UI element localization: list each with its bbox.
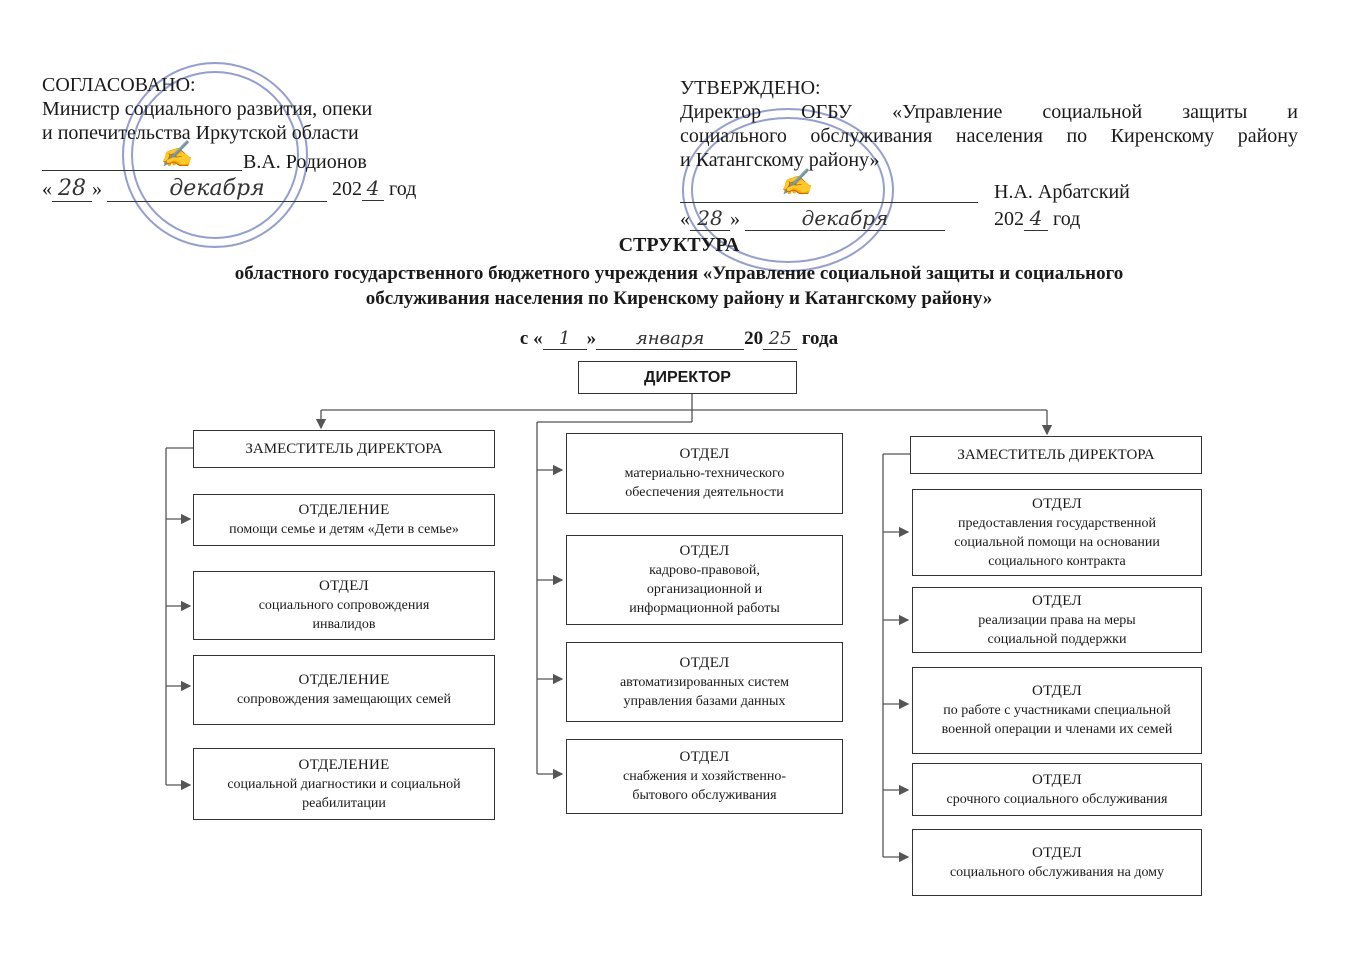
left-unit-box: ОТДЕЛЕНИЕ социальной диагностики и социальной реабилитации [193, 748, 495, 820]
handwritten-day-left: 28 [52, 177, 92, 202]
handwritten-date-day: 1 [543, 328, 587, 350]
document-title-line3: обслуживания населения по Киренскому району и Катангскому району» [365, 288, 993, 309]
approval-left-line1: Министр социального развития, опеки [42, 98, 373, 120]
right-unit-box: ОТДЕЛ по работе с участниками специальной военной операции и членами их семей [912, 667, 1202, 754]
approval-left-signer: В.А. Родионов [243, 151, 367, 173]
center-unit-box: ОТДЕЛ снабжения и хозяйственно-бытового обслуживания [566, 739, 843, 814]
handwritten-year-left: 4 [362, 176, 384, 201]
deputy-director-right-box: ЗАМЕСТИТЕЛЬ ДИРЕКТОРА [910, 436, 1202, 474]
right-unit-box: ОТДЕЛ социального обслуживания на дому [912, 829, 1202, 896]
left-unit-box: ОТДЕЛЕНИЕ помощи семье и детям «Дети в семье» [193, 494, 495, 546]
left-unit-box: ОТДЕЛ социального сопровождения инвалидов [193, 571, 495, 640]
handwritten-day-right: 28 [690, 206, 730, 231]
approval-right-line1: Директор ОГБУ «Управление социальной защиты и [680, 101, 1298, 123]
left-unit-box: ОТДЕЛЕНИЕ сопровождения замещающих семей [193, 655, 495, 725]
signature-left: ✍ [160, 140, 193, 170]
director-box: ДИРЕКТОР [578, 361, 797, 394]
handwritten-date-month: января [596, 328, 744, 350]
approval-right-year: 202 4 год [994, 206, 1081, 230]
right-unit-box: ОТДЕЛ предоставления государственной социальной помощи на основании социального контракта [912, 489, 1202, 576]
approval-left-date: « 28 » декабря 202 4 год [42, 176, 417, 201]
approval-right-heading: УТВЕРЖДЕНО: [680, 77, 821, 99]
document-title: СТРУКТУРА [618, 234, 740, 256]
center-unit-box: ОТДЕЛ кадрово-правовой, организационной и информационной работы [566, 535, 843, 625]
center-unit-box: ОТДЕЛ автоматизированных систем управления базами данных [566, 642, 843, 722]
signature-right: ✍ [780, 168, 813, 198]
document-title-line2: областного государственного бюджетного учреждения «Управление социальной защиты и социального [234, 263, 1124, 284]
approval-right-line3: и Катангскому району» [680, 149, 880, 171]
deputy-director-left-box: ЗАМЕСТИТЕЛЬ ДИРЕКТОРА [193, 430, 495, 468]
approval-right-signer: Н.А. Арбатский [994, 181, 1130, 203]
right-unit-box: ОТДЕЛ срочного социального обслуживания [912, 763, 1202, 816]
effective-date: с « 1 » января 20 25 года [519, 328, 839, 349]
center-unit-box: ОТДЕЛ материально-технического обеспечения деятельности [566, 433, 843, 514]
approval-left-line2: и попечительства Иркутской области [42, 122, 359, 144]
handwritten-date-year: 25 [763, 328, 797, 350]
handwritten-month-left: декабря [107, 177, 327, 202]
handwritten-year-right: 4 [1024, 206, 1048, 231]
approval-left-heading: СОГЛАСОВАНО: [42, 74, 196, 96]
handwritten-month-right: декабря [745, 206, 945, 231]
right-unit-box: ОТДЕЛ реализации права на меры социальной поддержки [912, 587, 1202, 653]
approval-right-line2: социального обслуживания населения по Киренскому району [680, 125, 1298, 147]
approval-right-date: « 28 » декабря [680, 206, 980, 234]
